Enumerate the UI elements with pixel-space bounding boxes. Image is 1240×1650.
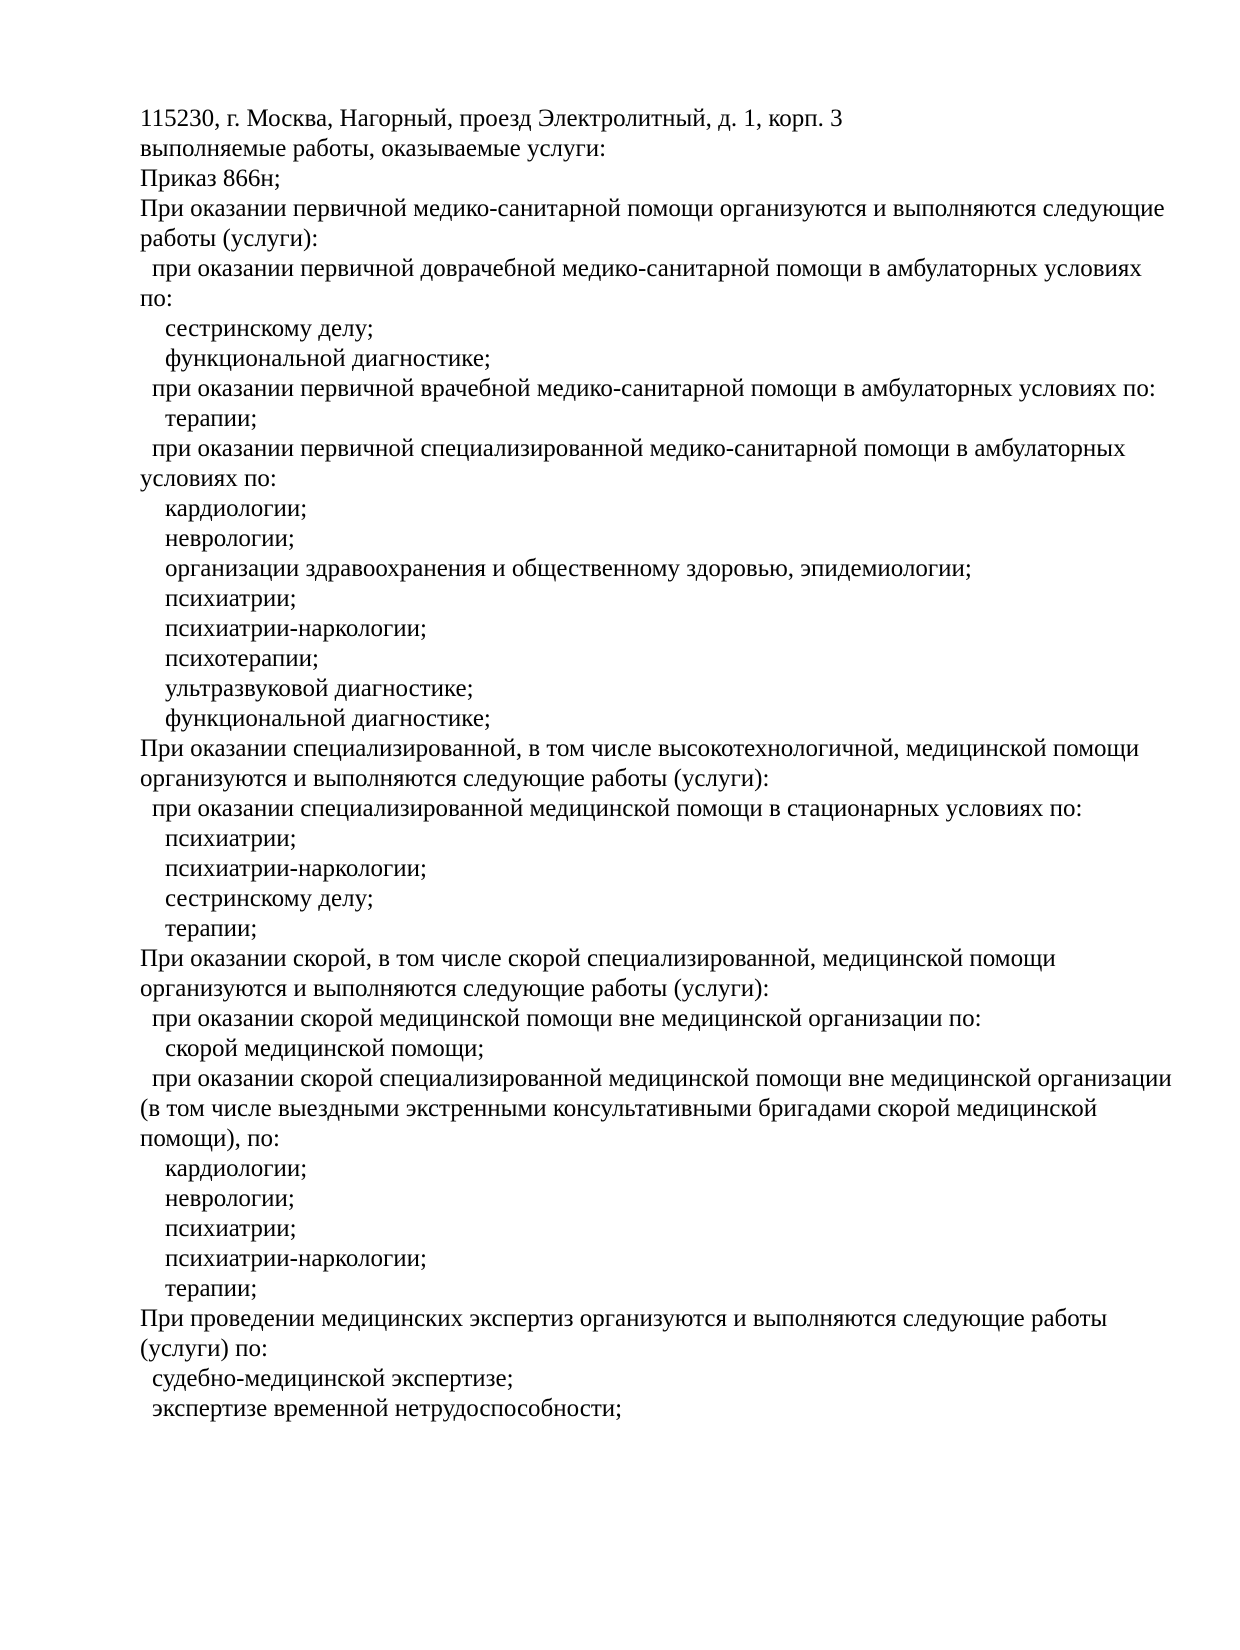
document-line: психотерапии;	[165, 645, 319, 672]
document-line: (услуги) по:	[140, 1335, 268, 1362]
document-line: При оказании скорой, в том числе скорой специализированной, медицинской помощи	[140, 945, 1056, 972]
document-line: терапии;	[165, 1275, 258, 1302]
document-line: при оказании скорой медицинской помощи вне медицинской организации по:	[152, 1005, 982, 1032]
document-line: психиатрии-наркологии;	[165, 855, 427, 882]
document-line: при оказании скорой специализированной медицинской помощи вне медицинской организации	[152, 1065, 1172, 1092]
document-line: судебно-медицинской экспертизе;	[152, 1365, 514, 1392]
document-line: психиатрии-наркологии;	[165, 615, 427, 642]
document-line: организуются и выполняются следующие работы (услуги):	[140, 975, 770, 1002]
document-line: При оказании специализированной, в том числе высокотехнологичной, медицинской помощи	[140, 735, 1140, 762]
document-line: скорой медицинской помощи;	[165, 1035, 485, 1062]
document-line: функциональной диагностике;	[165, 705, 491, 732]
document-line: при оказании первичной врачебной медико-санитарной помощи в амбулаторных условиях по:	[152, 375, 1156, 402]
document-line: При проведении медицинских экспертиз организуются и выполняются следующие работы	[140, 1305, 1108, 1332]
document-line: 115230, г. Москва, Нагорный, проезд Электролитный, д. 1, корп. 3	[140, 105, 843, 132]
document-line: неврологии;	[165, 525, 295, 552]
document-line: при оказании специализированной медицинской помощи в стационарных условиях по:	[152, 795, 1083, 822]
document-line: сестринскому делу;	[165, 315, 374, 342]
document-line: функциональной диагностике;	[165, 345, 491, 372]
document-line: сестринскому делу;	[165, 885, 374, 912]
document-line: терапии;	[165, 405, 258, 432]
document-line: Приказ 866н;	[140, 165, 281, 192]
document-line: При оказании первичной медико-санитарной помощи организуются и выполняются следующие	[140, 195, 1165, 222]
document-line: психиатрии;	[165, 1215, 297, 1242]
document-line: психиатрии-наркологии;	[165, 1245, 427, 1272]
document-line: работы (услуги):	[140, 225, 319, 252]
document-line: при оказании первичной доврачебной медико-санитарной помощи в амбулаторных условиях	[152, 255, 1142, 282]
document-line: по:	[140, 285, 173, 312]
document-body	[140, 104, 1180, 1424]
document-line: психиатрии;	[165, 825, 297, 852]
document-line: ультразвуковой диагностике;	[165, 675, 474, 702]
document-line: кардиологии;	[165, 1155, 308, 1182]
document-line: организуются и выполняются следующие работы (услуги):	[140, 765, 770, 792]
document-line: выполняемые работы, оказываемые услуги:	[140, 135, 607, 162]
document-line: неврологии;	[165, 1185, 295, 1212]
document-line: условиях по:	[140, 465, 277, 492]
document-line: при оказании первичной специализированной медико-санитарной помощи в амбулаторных	[152, 435, 1126, 462]
document-line: организации здравоохранения и общественному здоровью, эпидемиологии;	[165, 555, 972, 582]
document-line: экспертизе временной нетрудоспособности;	[152, 1395, 623, 1422]
document-line: (в том числе выездными экстренными консультативными бригадами скорой медицинской	[140, 1095, 1098, 1122]
document-line: психиатрии;	[165, 585, 297, 612]
document-line: терапии;	[165, 915, 258, 942]
document-line: кардиологии;	[165, 495, 308, 522]
document-line: помощи), по:	[140, 1125, 281, 1152]
